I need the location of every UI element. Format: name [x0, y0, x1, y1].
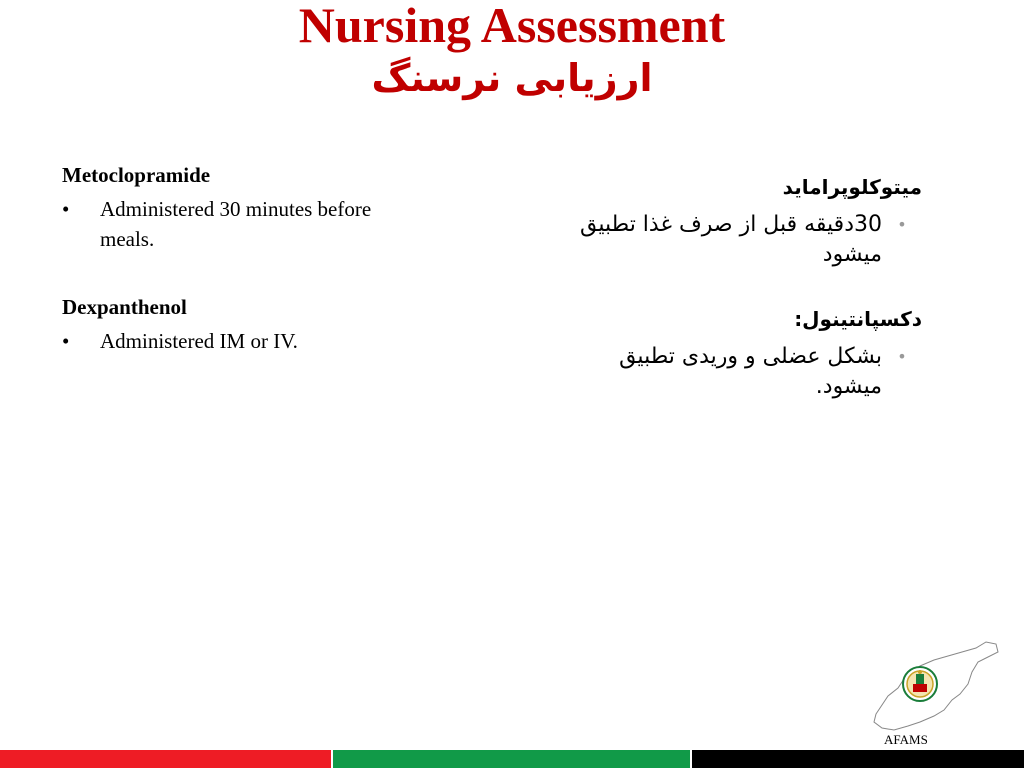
flag-stripe-black — [692, 750, 1024, 768]
bullet-text: بشکل عضلی و وریدی تطبیق میشود. — [619, 344, 882, 399]
persian-content — [560, 172, 922, 402]
bullet-text: Administered IM or IV. — [100, 329, 298, 353]
drug-name-metoclopramide-fa: میتوکلوپرامايد — [782, 175, 922, 199]
drug-name-metoclopramide: Metoclopramide — [62, 163, 211, 187]
bullet-dexpanthenol — [62, 326, 392, 356]
bullet-dot: • — [897, 347, 907, 366]
afams-label: AFAMS — [884, 732, 928, 747]
bullet-metoclopramide-fa — [560, 210, 922, 270]
title-english: Nursing Assessment — [298, 0, 726, 53]
bullet-dot: • — [62, 197, 70, 221]
bullet-dexpanthenol-fa — [560, 342, 922, 402]
english-content — [62, 160, 392, 356]
drug-name-dexpanthenol: Dexpanthenol — [62, 295, 187, 319]
bullet-metoclopramide — [62, 194, 392, 254]
slide-title — [0, 0, 1024, 100]
flag-stripe-green — [333, 750, 690, 768]
afghanistan-map-logo-icon — [868, 636, 1002, 736]
drug-name-dexpanthenol-fa: دکسپانتینول: — [794, 307, 922, 331]
bullet-text: 30دقیقه قبل از صرف غذا تطبیق میشود — [580, 212, 882, 267]
bullet-text: Administered 30 minutes before meals. — [100, 197, 372, 251]
bullet-dot: • — [897, 215, 907, 234]
title-persian: ارزیابی نرسنگ — [371, 56, 653, 100]
bullet-dot: • — [62, 329, 70, 353]
flag-stripe-red — [0, 750, 331, 768]
